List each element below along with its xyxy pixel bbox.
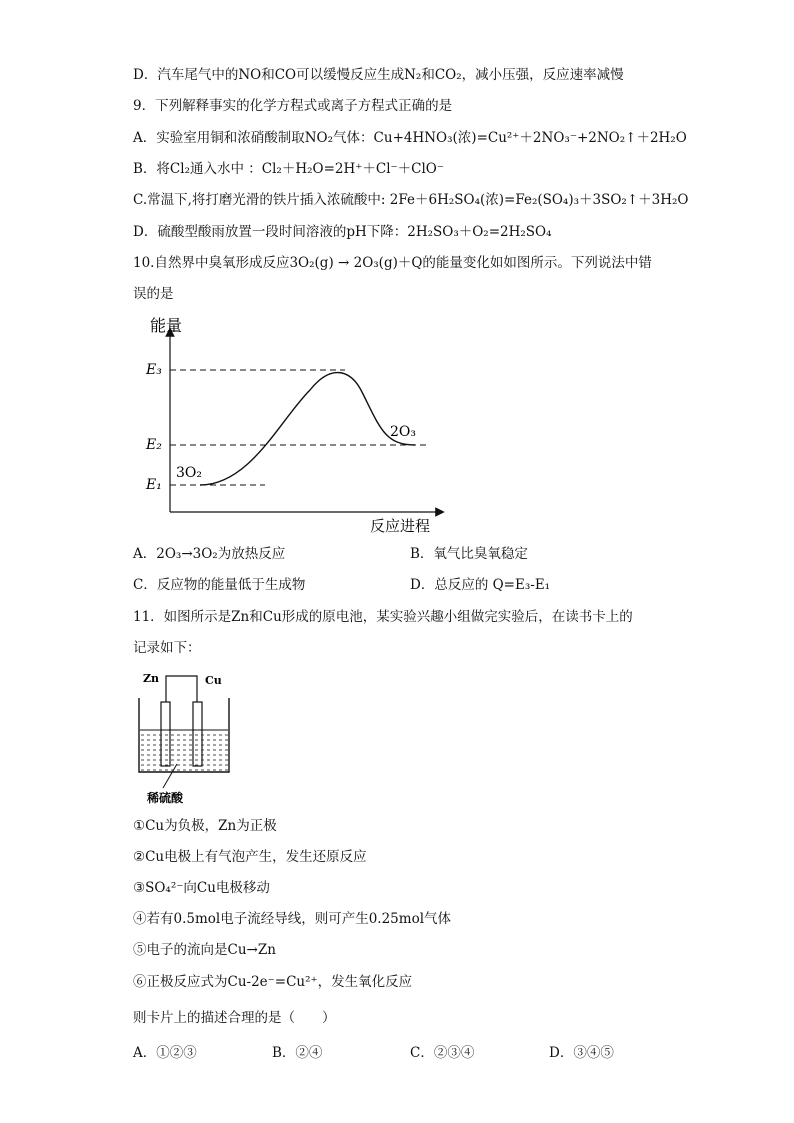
zn-label: Zn [143, 672, 160, 685]
galvanic-cell-diagram [135, 668, 245, 808]
q11-option-b: B．②④ [272, 1045, 323, 1061]
q9-option-b: B．将Cl₂通入水中 ：Cl₂＋H₂O=2H⁺＋Cl⁻＋ClO⁻ [133, 161, 444, 177]
cu-label: Cu [205, 674, 222, 687]
y-axis-label: 能量 [150, 316, 183, 335]
q11-item-5: ⑤电子的流向是Cu→Zn [133, 942, 276, 958]
solution [140, 730, 228, 772]
q10-stem-line2: 误的是 [133, 286, 174, 302]
q10-option-b: B．氧气比臭氧稳定 [410, 546, 528, 562]
q11-item-1: ①Cu为负极，Zn为正极 [133, 818, 277, 834]
q11-stem-line2: 记录如下： [133, 640, 201, 656]
q9-option-c: C.常温下,将打磨光滑的铁片插入浓硫酸中: 2Fe＋6H₂SO₄(浓)=Fe₂(SO₄)₃＋3SO₂↑＋3H₂O [133, 192, 689, 208]
q11-option-a: A．①②③ [133, 1045, 197, 1061]
q11-stem-line1: 11．如图所示是Zn和Cu形成的原电池，某实验兴趣小组做完实验后，在读书卡上的 [133, 609, 633, 625]
solution-label: 稀硫酸 [147, 791, 184, 805]
q10-option-c: C．反应物的能量低于生成物 [133, 577, 306, 593]
e2-label: E₂ [146, 437, 162, 453]
q10-option-d: D．总反应的 Q=E₃-E₁ [410, 577, 551, 593]
q11-item-3: ③SO₄²⁻向Cu电极移动 [133, 880, 270, 896]
energy-diagram [140, 310, 450, 538]
q11-item-4: ④若有0.5mol电子流经导线，则可产生0.25mol气体 [133, 911, 452, 927]
product-label: 2O₃ [390, 424, 416, 440]
q11-option-d: D．③④⑤ [549, 1045, 614, 1061]
reactant-label: 3O₂ [176, 465, 202, 481]
q11-item-6: ⑥正极反应式为Cu-2e⁻=Cu²⁺，发生氧化反应 [133, 974, 413, 990]
q11-item-2: ②Cu电极上有气泡产生，发生还原反应 [133, 849, 367, 865]
q11-question: 则卡片上的描述合理的是（ ） [133, 1010, 336, 1026]
q9-option-a: A．实验室用铜和浓硝酸制取NO₂气体：Cu+4HNO₃(浓)=Cu²⁺＋2NO₃⁻+2NO₂↑＋2H₂O [133, 130, 687, 146]
q9-option-d: D．硫酸型酸雨放置一段时间溶液的pH下降：2H₂SO₃＋O₂=2H₂SO₄ [133, 224, 552, 240]
e1-label: E₁ [146, 477, 162, 493]
e3-label: E₃ [146, 362, 162, 378]
wire [166, 676, 197, 702]
x-axis-label: 反应进程 [370, 517, 431, 535]
q8-option-d: D．汽车尾气中的NO和CO可以缓慢反应生成N₂和CO₂，减小压强，反应速率减慢 [133, 67, 624, 83]
q10-option-a: A．2O₃→3O₂为放热反应 [133, 546, 286, 562]
energy-curve [200, 373, 415, 485]
q9-stem: 9．下列解释事实的化学方程式或离子方程式正确的是 [133, 98, 453, 114]
q11-option-c: C．②③④ [410, 1045, 475, 1061]
q10-stem-line1: 10.自然界中臭氧形成反应3O₂(g) → 2O₃(g)＋Q的能量变化如如图所示。下列说法中错 [133, 255, 652, 271]
